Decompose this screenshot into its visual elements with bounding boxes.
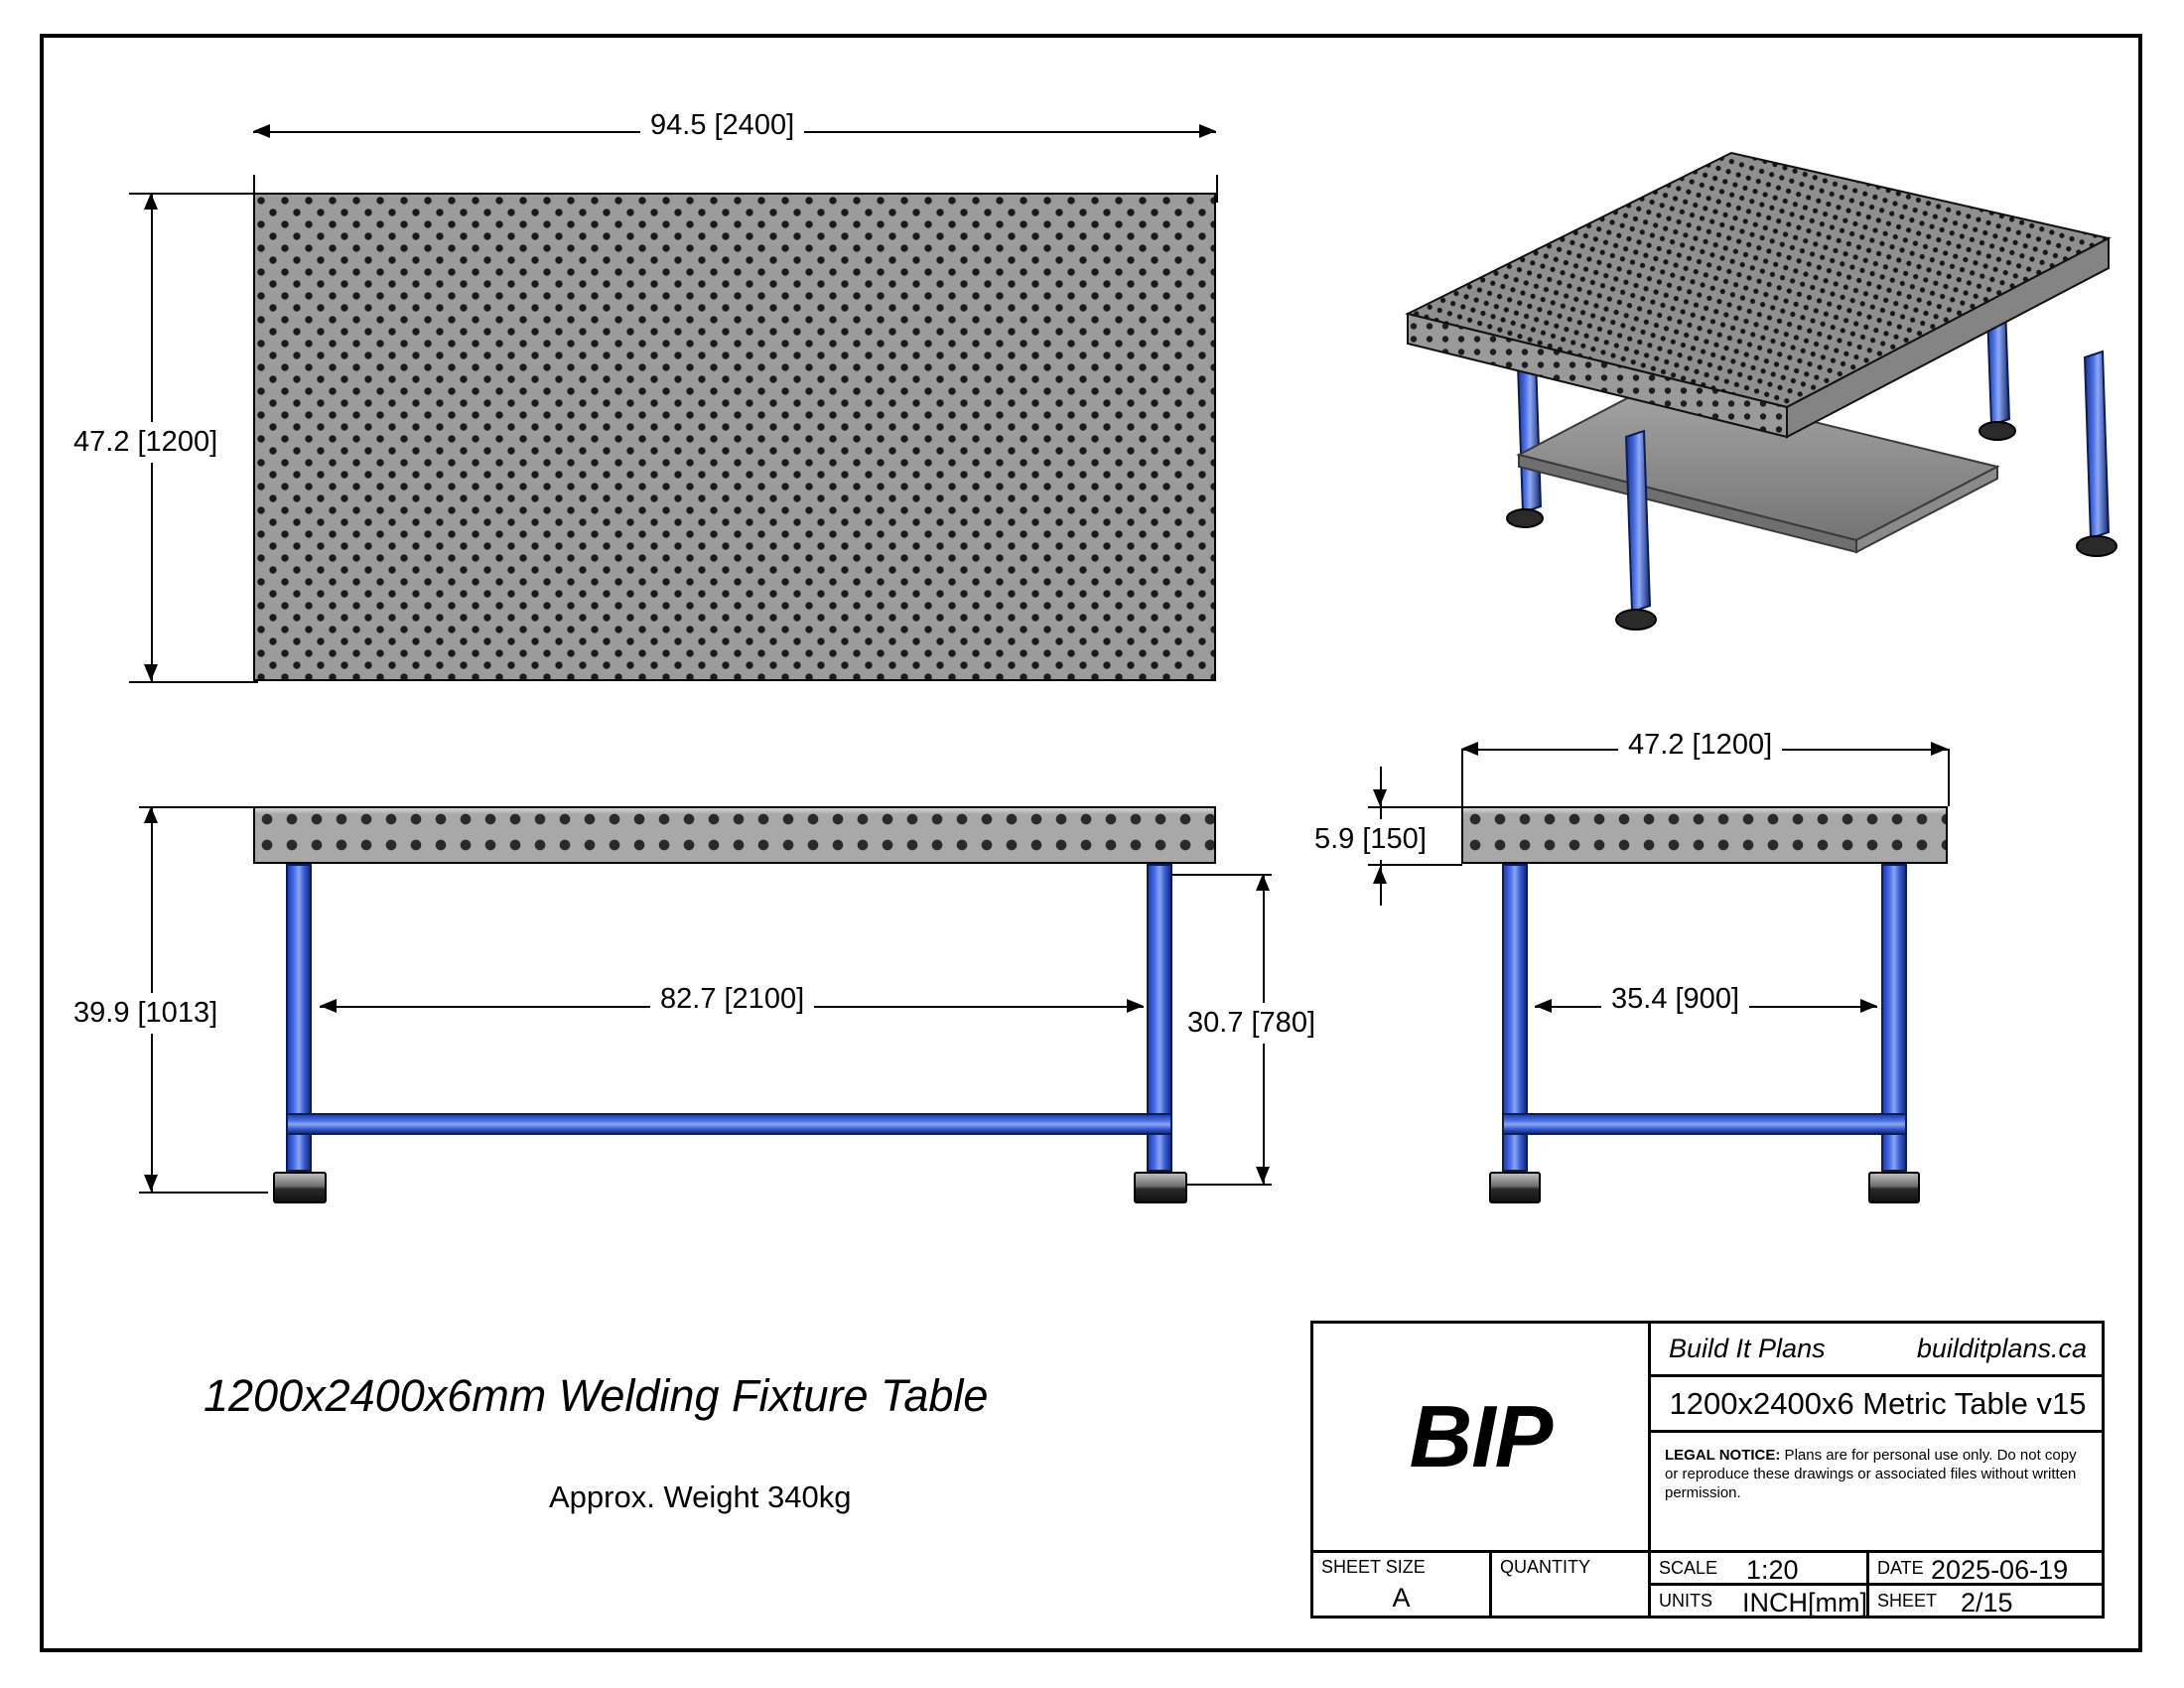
website-link[interactable]: builditplans.ca [1916, 1334, 2087, 1363]
title-block [1310, 1321, 2105, 1618]
front-overall-height-text: 39.9 [1013] [68, 993, 223, 1034]
legal-notice [1651, 1433, 2105, 1502]
side-width-dim-text: 47.2 [1200] [1618, 729, 1782, 762]
bip-logo: BIP [1409, 1387, 1553, 1485]
sheet-value: 2/15 [1961, 1588, 2013, 1618]
title-block-bottom [1313, 1550, 2102, 1616]
side-thk-ext-bottom [1368, 864, 1462, 866]
quantity-cell [1492, 1553, 1651, 1618]
front-leg-height-text: 30.7 [780] [1181, 1003, 1321, 1044]
side-thk-arrow-up [1373, 867, 1387, 884]
front-height-arrow-up [144, 806, 158, 823]
top-height-arrow-down [144, 664, 158, 681]
side-width-ext-right [1948, 749, 1950, 806]
top-width-arrow-left [253, 124, 270, 138]
side-thk-arrow-down [1373, 789, 1387, 806]
front-edge-sheen [255, 808, 1214, 814]
side-view-table-edge [1461, 806, 1948, 864]
date-cell [1869, 1553, 2102, 1586]
legal-notice-text: Plans are for personal use only. Do not copy or reproduce these drawings or associated files without written permission. [1665, 1447, 2077, 1501]
side-thickness-dim-text: 5.9 [150] [1308, 819, 1433, 860]
front-span-dim-text: 82.7 [2100] [650, 983, 814, 1016]
side-width-arrow-right [1931, 742, 1948, 756]
part-name-row [1651, 1377, 2105, 1433]
logo-cell [1313, 1324, 1651, 1550]
top-view-table-plate [253, 193, 1216, 681]
side-span-arrow-left [1535, 999, 1552, 1013]
sheet-size-value: A [1392, 1583, 1411, 1613]
side-caster-left [1489, 1172, 1541, 1203]
top-width-ext-right [1216, 175, 1218, 203]
sheet-size-label: SHEET SIZE [1321, 1557, 1426, 1577]
top-width-dim-text: 94.5 [2400] [640, 109, 804, 142]
sheet-label: SHEET [1877, 1591, 1938, 1611]
title-block-right [1651, 1324, 2105, 1550]
side-caster-right [1868, 1172, 1920, 1203]
date-value: 2025-06-19 [1931, 1555, 2069, 1585]
top-width-arrow-right [1199, 124, 1216, 138]
front-span-arrow-right [1127, 999, 1144, 1013]
page-title: 1200x2400x6mm Welding Fixture Table [204, 1370, 989, 1421]
legal-notice-label: LEGAL NOTICE: [1665, 1447, 1781, 1464]
side-edge-sheen [1463, 808, 1946, 814]
isometric-svg [1390, 139, 2124, 725]
isometric-view [1390, 139, 2124, 725]
scale-value: 1:20 [1746, 1555, 1799, 1585]
top-width-ext-left [253, 175, 255, 203]
scale-cell [1651, 1553, 1869, 1586]
units-label: UNITS [1659, 1591, 1712, 1611]
front-height-arrow-down [144, 1175, 158, 1192]
top-height-dim-text: 47.2 [1200] [68, 422, 223, 463]
part-name: 1200x2400x6 Metric Table v15 [1669, 1385, 2087, 1421]
front-leg-ext-bottom [1187, 1184, 1272, 1186]
side-lower-rail [1502, 1113, 1907, 1135]
front-leg-arrow-down [1256, 1167, 1270, 1184]
units-value: INCH[mm] [1742, 1588, 1867, 1618]
front-lower-rail [286, 1113, 1172, 1135]
front-caster-right [1134, 1172, 1187, 1203]
side-thk-ext-top [1368, 806, 1462, 808]
units-cell [1651, 1586, 1869, 1618]
front-height-ext-bottom [139, 1192, 268, 1194]
date-label: DATE [1877, 1558, 1924, 1578]
side-span-arrow-right [1860, 999, 1877, 1013]
company-name: Build It Plans [1669, 1334, 1826, 1363]
top-height-ext-bottom [129, 681, 258, 683]
sheet-cell [1869, 1586, 2102, 1618]
front-view-table-edge [253, 806, 1216, 864]
quantity-label: QUANTITY [1500, 1557, 1591, 1577]
side-width-ext-left [1461, 749, 1463, 806]
front-leg-arrow-up [1256, 874, 1270, 891]
front-caster-left [273, 1172, 327, 1203]
side-span-dim-text: 35.4 [900] [1601, 983, 1749, 1016]
side-width-arrow-left [1461, 742, 1478, 756]
front-span-arrow-left [320, 999, 337, 1013]
company-row [1651, 1324, 2105, 1377]
page-subtitle: Approx. Weight 340kg [549, 1479, 852, 1514]
scale-label: SCALE [1659, 1558, 1718, 1578]
top-height-arrow-up [144, 193, 158, 210]
sheet-size-cell [1313, 1553, 1492, 1618]
